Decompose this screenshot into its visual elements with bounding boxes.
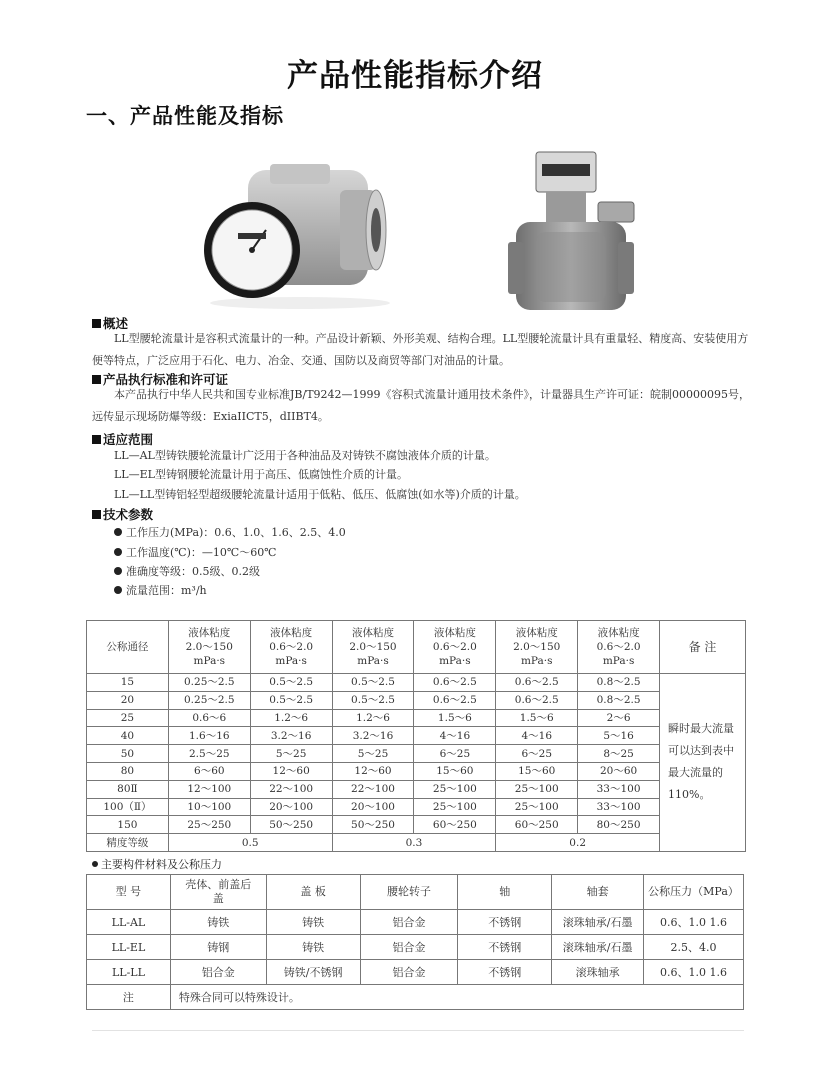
tech-item: 流量范围：m³/h [114, 582, 207, 598]
table-cell: 铸钢 [170, 935, 266, 960]
table-cell: 0.8～2.5 [578, 691, 660, 709]
table-cell: 0.5～2.5 [332, 674, 414, 692]
table-cell: 25～100 [414, 798, 496, 816]
cell-dn: 40 [87, 727, 169, 745]
cell-dn: 50 [87, 745, 169, 763]
header-cell: 型 号 [87, 875, 171, 910]
note-row [87, 985, 744, 1010]
table-cell: 25～250 [168, 816, 250, 834]
table-cell: 0.6～2.5 [414, 674, 496, 692]
table-cell: 铝合金 [360, 935, 458, 960]
table-row [87, 910, 744, 935]
note-text: 特殊合同可以特殊设计。 [170, 985, 743, 1010]
overview-text: LL型腰轮流量计是容积式流量计的一种。产品设计新颖、外形美观、结构合理。LL型腰轮流量计具有重量轻、精度高、安装使用方便等特点，广泛应用于石化、电力、冶金、交通、国防以及商贸等部门对油品的计量。 [92, 332, 749, 367]
accuracy-value: 0.3 [332, 834, 496, 852]
cell-dn: 100（Ⅱ） [87, 798, 169, 816]
table-cell: 0.6、1.0 1.6 [644, 910, 744, 935]
table-cell: 1.6～16 [168, 727, 250, 745]
table-cell: 1.2～6 [250, 709, 332, 727]
accuracy-row [87, 834, 746, 852]
tech-heading: 技术参数 [92, 505, 153, 523]
flow-range-table [86, 620, 746, 852]
table-cell: 5～25 [332, 745, 414, 763]
table-cell: 3.2～16 [332, 727, 414, 745]
header-cell: 公称压力（MPa） [644, 875, 744, 910]
table-cell: 20～100 [250, 798, 332, 816]
header-viscosity: 液体粘度 2.0～150 mPa·s [168, 621, 250, 674]
table-cell: 50～250 [250, 816, 332, 834]
cell-dn: 80 [87, 762, 169, 780]
header-dn: 公称通径 [87, 621, 169, 674]
table-cell: 滚珠轴承/石墨 [552, 910, 644, 935]
scope-line-3: LL—LL型铸铝轻型超级腰轮流量计适用于低粘、低压、低腐蚀(如水等)介质的计量。 [114, 488, 526, 501]
table-cell: 6～25 [414, 745, 496, 763]
table-cell: 25～100 [496, 780, 578, 798]
cell-dn: 20 [87, 691, 169, 709]
tech-item: 工作压力(MPa)：0.6、1.0、1.6、2.5、4.0 [114, 524, 346, 540]
table-cell: 0.6～6 [168, 709, 250, 727]
table-cell: 0.5～2.5 [332, 691, 414, 709]
note-label: 注 [87, 985, 171, 1010]
table-cell: 12～60 [250, 762, 332, 780]
header-cell: 轴套 [552, 875, 644, 910]
header-viscosity: 液体粘度 0.6～2.0 mPa·s [250, 621, 332, 674]
table-cell: 25～100 [414, 780, 496, 798]
table-cell: 不锈钢 [458, 910, 552, 935]
table-cell: LL-EL [87, 935, 171, 960]
table-cell: 1.5～6 [496, 709, 578, 727]
table-cell: 20～100 [332, 798, 414, 816]
table-cell: 33～100 [578, 780, 660, 798]
table-cell: 铸铁 [266, 935, 360, 960]
table-cell: 0.5～2.5 [250, 674, 332, 692]
table-cell: LL-LL [87, 960, 171, 985]
cell-dn: 25 [87, 709, 169, 727]
table-cell: 20～60 [578, 762, 660, 780]
table-cell: 80～250 [578, 816, 660, 834]
table-cell: 5～25 [250, 745, 332, 763]
accuracy-value: 0.5 [168, 834, 332, 852]
table-cell: 10～100 [168, 798, 250, 816]
table-cell: 0.6、1.0 1.6 [644, 960, 744, 985]
table-row [87, 780, 746, 798]
cell-dn: 150 [87, 816, 169, 834]
header-viscosity: 液体粘度 2.0～150 mPa·s [332, 621, 414, 674]
table-cell: 60～250 [496, 816, 578, 834]
table-row [87, 745, 746, 763]
table-cell: 0.6～2.5 [496, 691, 578, 709]
table-cell: 12～100 [168, 780, 250, 798]
table-cell: 6～25 [496, 745, 578, 763]
table-cell: 0.25～2.5 [168, 691, 250, 709]
table-cell: 22～100 [332, 780, 414, 798]
table-cell: 4～16 [414, 727, 496, 745]
table-cell: 铝合金 [170, 960, 266, 985]
header-cell: 轴 [458, 875, 552, 910]
table-cell: 6～60 [168, 762, 250, 780]
table-cell: 滚珠轴承 [552, 960, 644, 985]
accuracy-label: 精度等级 [87, 834, 169, 852]
material-heading: 主要构件材料及公称压力 [92, 856, 222, 872]
table-cell: 不锈钢 [458, 960, 552, 985]
material-table [86, 874, 744, 1010]
cell-dn: 80Ⅱ [87, 780, 169, 798]
table-cell: 铸铁/不锈钢 [266, 960, 360, 985]
table-cell: 0.25～2.5 [168, 674, 250, 692]
flowmeter-counter-image [506, 150, 646, 320]
header-note: 备 注 [660, 621, 746, 674]
table-header-row [87, 621, 746, 674]
table-cell: 滚珠轴承/石墨 [552, 935, 644, 960]
table-cell: 33～100 [578, 798, 660, 816]
table-cell: 50～250 [332, 816, 414, 834]
section-heading: 一、产品性能及指标 [86, 104, 284, 128]
table-cell: 0.6～2.5 [414, 691, 496, 709]
table-cell: 4～16 [496, 727, 578, 745]
header-cell: 盖 板 [266, 875, 360, 910]
table-header-row [87, 875, 744, 910]
table-row [87, 762, 746, 780]
table-cell: 1.5～6 [414, 709, 496, 727]
table-cell: 25～100 [496, 798, 578, 816]
table-row [87, 727, 746, 745]
table-cell: 铝合金 [360, 960, 458, 985]
table-row [87, 816, 746, 834]
table-cell: 铝合金 [360, 910, 458, 935]
note-cell: 瞬时最大流量可以达到表中最大流量的110%。 [660, 674, 746, 852]
table-cell: 铸铁 [266, 910, 360, 935]
table-row [87, 935, 744, 960]
overview-heading: 概述 [92, 314, 128, 332]
table-cell: 0.8～2.5 [578, 674, 660, 692]
standard-heading: 产品执行标准和许可证 [92, 370, 228, 388]
accuracy-value: 0.2 [496, 834, 660, 852]
table-row [87, 798, 746, 816]
header-cell: 壳体、前盖后盖 [170, 875, 266, 910]
tech-item: 工作温度(℃)：—10℃～60℃ [114, 544, 277, 560]
header-viscosity: 液体粘度 0.6～2.0 mPa·s [578, 621, 660, 674]
table-cell: LL-AL [87, 910, 171, 935]
table-cell: 8～25 [578, 745, 660, 763]
cell-dn: 15 [87, 674, 169, 692]
table-row [87, 960, 744, 985]
header-viscosity: 液体粘度 2.0～150 mPa·s [496, 621, 578, 674]
table-cell: 2.5～25 [168, 745, 250, 763]
table-cell: 12～60 [332, 762, 414, 780]
table-cell: 15～60 [496, 762, 578, 780]
table-cell: 1.2～6 [332, 709, 414, 727]
table-row [87, 709, 746, 727]
table-cell: 15～60 [414, 762, 496, 780]
table-cell: 0.5～2.5 [250, 691, 332, 709]
table-cell: 22～100 [250, 780, 332, 798]
table-cell: 2.5、4.0 [644, 935, 744, 960]
table-row [87, 691, 746, 709]
scope-line-1: LL—AL型铸铁腰轮流量计广泛用于各种油品及对铸铁不腐蚀液体介质的计量。 [114, 449, 496, 462]
flowmeter-dial-image [200, 158, 400, 313]
table-row [87, 674, 746, 692]
table-cell: 3.2～16 [250, 727, 332, 745]
footer-divider [92, 1030, 744, 1031]
page-title: 产品性能指标介绍 [287, 58, 543, 94]
scope-heading: 适应范围 [92, 430, 153, 448]
tech-item: 准确度等级：0.5级、0.2级 [114, 563, 260, 579]
header-viscosity: 液体粘度 0.6～2.0 mPa·s [414, 621, 496, 674]
table-cell: 2～6 [578, 709, 660, 727]
table-cell: 0.6～2.5 [496, 674, 578, 692]
table-cell: 5～16 [578, 727, 660, 745]
table-cell: 不锈钢 [458, 935, 552, 960]
header-cell: 腰轮转子 [360, 875, 458, 910]
table-cell: 60～250 [414, 816, 496, 834]
standard-text: 本产品执行中华人民共和国专业标准JB/T9242—1999《容积式流量计通用技术条件》，计量器具生产许可证：皖制00000095号，远传显示现场防爆等级：ExiaIICT5，dIIBT4。 [92, 388, 751, 423]
scope-line-2: LL—EL型铸钢腰轮流量计用于高压、低腐蚀性介质的计量。 [114, 468, 408, 481]
table-cell: 铸铁 [170, 910, 266, 935]
